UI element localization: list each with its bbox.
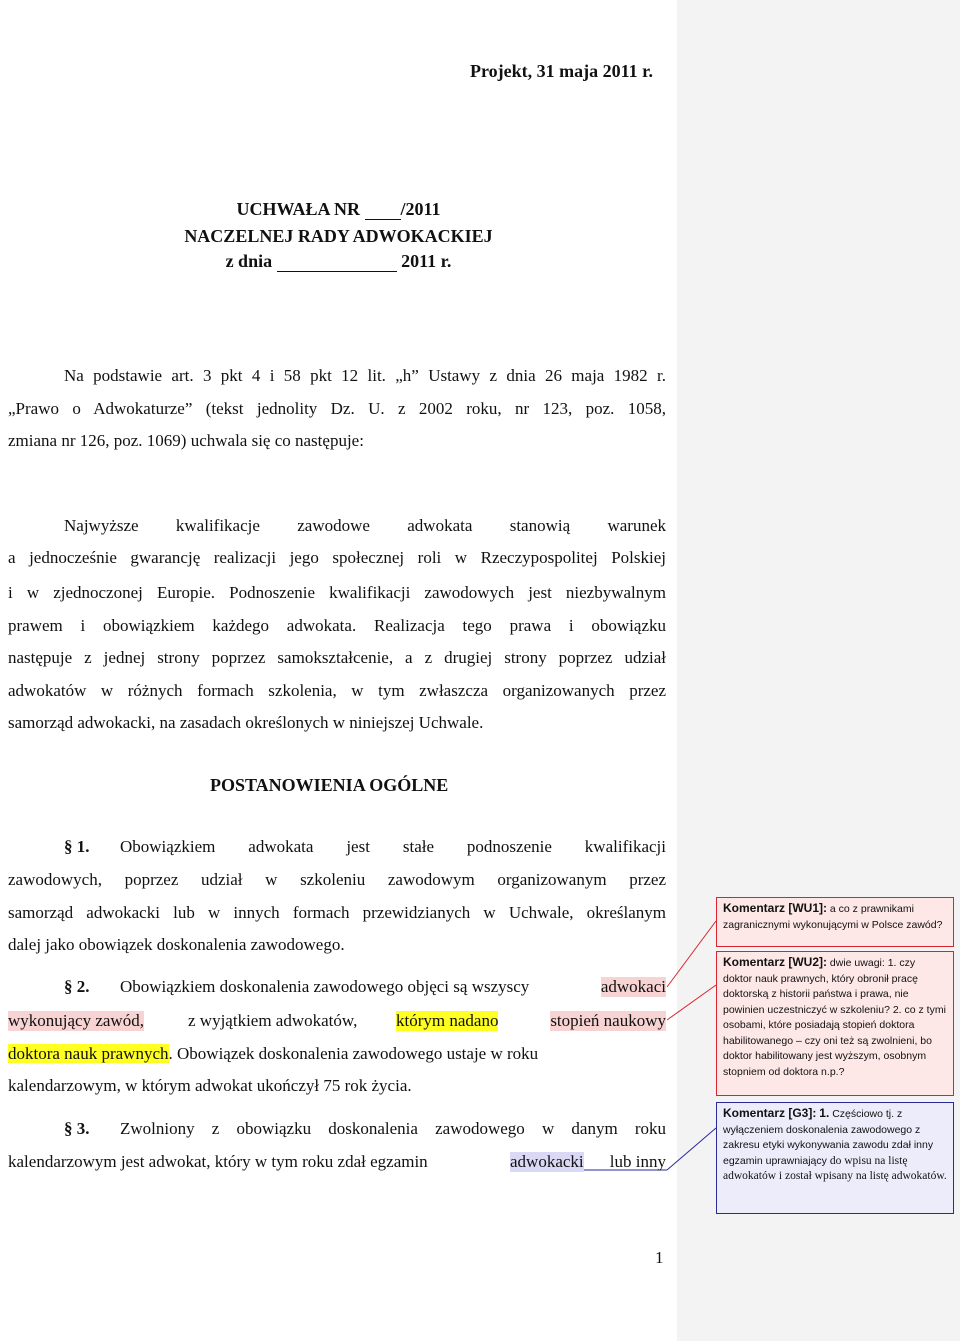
comment-wu1[interactable]	[716, 897, 954, 947]
title-number-year: /2011	[400, 199, 441, 219]
paragraph-3-line2-text: kalendarzowym jest adwokat, który w tym roku zdał egzamin	[8, 1152, 428, 1171]
title-number-label: UCHWAŁA NR	[236, 199, 360, 219]
commented-text-stopien[interactable]: stopień naukowy	[550, 1011, 666, 1030]
comment-text: dwie uwagi: 1. czy doktor nauk prawnych, który obronił pracę doktorską z historii państwa i prawa, nie powinien uczestniczyć w szkoleniu? 2. co z tymi osobami, które posiadają stopień doktora habilitowanego – czy oni też są zwolnieni, bo doktor habilitowany jest wyższym, osobnym stopniem od doktora n.p.?	[723, 957, 946, 1078]
paragraph-1-line2: zawodowych, poprzez udział w szkoleniu zawodowym organizowanym przez	[8, 870, 666, 889]
comment-text-inserted: do wpisu na listę adwokatów i został wpisany na listę adwokatów.	[723, 1154, 947, 1182]
preamble-line3: i w zjednoczonej Europie. Podnoszenie kwalifikacji zawodowych jest niezbywalnym	[8, 583, 666, 602]
commented-text-adwokaci[interactable]: adwokaci	[600, 977, 666, 996]
paragraph-2-line1	[64, 977, 666, 997]
preamble-line4: prawem i obowiązkiem każdego adwokata. Realizacja tego prawa i obowiązku	[8, 616, 666, 635]
comment-label: Komentarz [WU2]:	[723, 955, 827, 969]
document-title-line2: NACZELNEJ RADY ADWOKACKIEJ	[184, 226, 493, 246]
title-date-year: 2011 r.	[401, 251, 452, 271]
page-number: 1	[655, 1248, 664, 1267]
preamble-line1: Najwyższe kwalifikacje zawodowe adwokata stanowią warunek	[64, 516, 666, 535]
paragraph-3-line2-end: lub inny	[609, 1152, 666, 1171]
paragraph-1-line1	[64, 837, 666, 857]
title-number-blank	[365, 199, 401, 220]
preamble-line6: adwokatów w różnych formach szkolenia, w tym zwłaszcza organizowanych przez	[8, 681, 666, 700]
paragraph-1-line4: dalej jako obowiązek doskonalenia zawodowego.	[8, 935, 345, 954]
paragraph-3-symbol: §	[64, 1119, 73, 1138]
paragraph-3-line1	[64, 1119, 666, 1139]
paragraph-2-line3	[8, 1044, 666, 1064]
comment-label: Komentarz [G3]:	[723, 1106, 817, 1120]
connector-g3	[667, 1128, 716, 1170]
paragraph-3-number: 3.	[76, 1119, 90, 1138]
title-date-label: z dnia	[225, 251, 273, 271]
paragraph-3-text: Zwolniony z obowiązku doskonalenia zawodowego w danym roku	[120, 1119, 666, 1138]
basis-line3: zmiana nr 126, poz. 1069) uchwala się co następuje:	[8, 431, 364, 450]
paragraph-2-symbol: §	[64, 977, 73, 996]
comment-g3[interactable]	[716, 1102, 954, 1214]
comment-wu2[interactable]	[716, 951, 954, 1096]
preamble-line2: a jednocześnie gwarancję realizacji jego społecznej roli w Rzeczypospolitej Polskiej	[8, 548, 666, 567]
connector-wu2	[667, 985, 716, 1020]
comment-text-num: 1.	[819, 1106, 830, 1120]
paragraph-1-line3: samorząd adwokacki lub w innych formach przewidzianych w Uchwale, określanym	[8, 903, 666, 922]
document-title-line1	[0, 199, 677, 220]
paragraph-1-text: Obowiązkiem adwokata jest stałe podnoszenie kwalifikacji	[120, 837, 666, 856]
commented-text-adwokacki[interactable]: adwokacki	[510, 1152, 584, 1171]
basis-line1: Na podstawie art. 3 pkt 4 i 58 pkt 12 lit. „h” Ustawy z dnia 26 maja 1982 r.	[64, 366, 666, 385]
paragraph-2-exception: z wyjątkiem adwokatów,	[188, 1011, 358, 1030]
project-date: Projekt, 31 maja 2011 r.	[470, 61, 653, 81]
section-heading: POSTANOWIENIA OGÓLNE	[210, 775, 449, 795]
comment-text: Częściowo tj. z wyłączeniem doskonalenia zawodowego z zakresu etyki wykonywania zawodu zdał inny egzamin uprawniający	[723, 1108, 934, 1167]
preamble-line5: następuje z jednej strony poprzez samokształcenie, a z drugiej strony poprzez udział	[8, 648, 666, 667]
paragraph-2-number: 2.	[76, 977, 90, 996]
highlighted-text-ktorym[interactable]: którym nadano	[396, 1011, 499, 1030]
highlighted-text-doktora[interactable]: doktora nauk prawnych	[8, 1044, 169, 1063]
paragraph-2-line4: kalendarzowym, w którym adwokat ukończył 75 rok życia.	[8, 1076, 412, 1095]
title-date-blank	[277, 251, 397, 272]
comment-label: Komentarz [WU1]:	[723, 901, 827, 915]
paragraph-1-number: 1.	[76, 837, 90, 856]
preamble-line7: samorząd adwokacki, na zasadach określonych w niniejszej Uchwale.	[8, 713, 484, 732]
paragraph-2-text: Obowiązkiem doskonalenia zawodowego objęci są wszyscy	[120, 977, 530, 996]
paragraph-2-line3-rest: . Obowiązek doskonalenia zawodowego ustaje w roku	[168, 1044, 539, 1063]
basis-line2: „Prawo o Adwokaturze” (tekst jednolity Dz. U. z 2002 roku, nr 123, poz. 1058,	[8, 399, 666, 418]
commented-text-wykonujacy[interactable]: wykonujący zawód,	[8, 1011, 144, 1030]
connector-wu1	[667, 921, 716, 987]
document-title-line3	[0, 251, 677, 272]
comment-text: a co z prawnikami zagranicznymi wykonującymi w Polsce zawód?	[723, 903, 943, 931]
paragraph-1-symbol: §	[64, 837, 73, 856]
